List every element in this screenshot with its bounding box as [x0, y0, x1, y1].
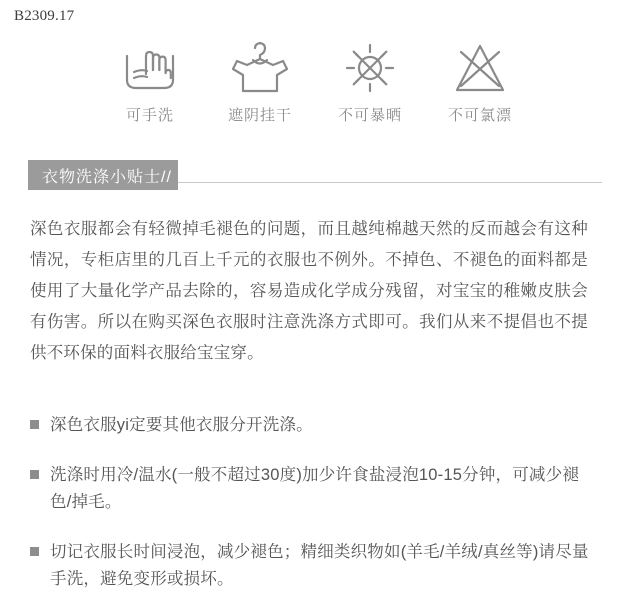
section-title-rule [178, 182, 602, 183]
bullet-square-icon [30, 547, 39, 556]
shade-dry-hang-icon [227, 38, 293, 98]
bullet-square-icon [30, 470, 39, 479]
care-symbol-label: 不可暴晒 [337, 107, 402, 124]
section-title-bar [28, 160, 602, 190]
care-symbol-label: 不可氯漂 [447, 107, 512, 124]
care-symbol-no-bleach [425, 38, 535, 125]
care-symbol-hand-wash [95, 38, 205, 125]
sku-code: B2309.17 [14, 8, 75, 24]
hand-wash-icon [117, 38, 183, 98]
no-bleach-icon [447, 38, 513, 98]
care-symbol-no-sun [315, 38, 425, 125]
tips-list [30, 412, 600, 616]
list-item [30, 462, 600, 516]
list-item-text: 深色衣服yi定要其他衣服分开洗涤。 [50, 416, 313, 434]
care-symbol-label: 遮阴挂干 [227, 107, 292, 124]
list-item [30, 412, 600, 439]
no-sun-dry-icon [337, 38, 403, 98]
list-item-text: 洗涤时用冷/温水(一般不超过30度)加少许食盐浸泡10-15分钟，可减少褪色/掉毛。 [50, 466, 580, 511]
list-item-text: 切记衣服长时间浸泡，减少褪色；精细类织物如(羊毛/羊绒/真丝等)请尽量手洗，避免变形或损坏。 [50, 543, 589, 588]
care-symbol-row [0, 38, 630, 125]
list-item [30, 539, 600, 593]
section-title-text: 衣物洗涤小贴士// [42, 169, 172, 186]
care-symbol-shade-dry [205, 38, 315, 125]
bullet-square-icon [30, 420, 39, 429]
care-symbol-label: 可手洗 [125, 107, 174, 124]
body-paragraph: 深色衣服都会有轻微掉毛褪色的问题，而且越纯棉越天然的反而越会有这种情况，专柜店里的几百上千元的衣服也不例外。不掉色、不褪色的面料都是使用了大量化学产品去除的，容易造成化学成分残留，对宝宝的稚嫩皮肤会有伤害。所以在购买深色衣服时注意洗涤方式即可。我们从来不提倡也不提供不环保的面料衣服给宝宝穿。 [30, 220, 588, 362]
